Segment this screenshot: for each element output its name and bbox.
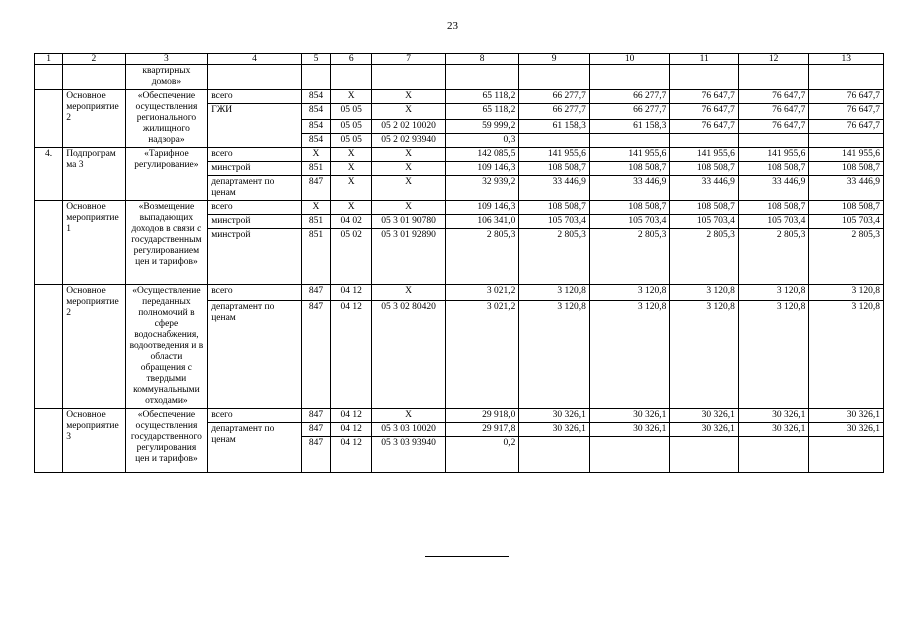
value-cell: 3 120,8 bbox=[589, 301, 670, 409]
csr-cell: Х bbox=[372, 201, 446, 215]
value-cell: 3 021,2 bbox=[445, 285, 519, 301]
grbs-cell: 847 bbox=[301, 423, 330, 437]
rzpr-cell: 04 12 bbox=[331, 409, 372, 423]
value-cell: 30 326,1 bbox=[809, 423, 884, 437]
csr-cell: Х bbox=[372, 148, 446, 162]
value-cell: 3 120,8 bbox=[738, 285, 808, 301]
value-cell: 76 647,7 bbox=[738, 104, 808, 120]
executor-cell: всего bbox=[208, 201, 302, 215]
executor-cell: ГЖИ bbox=[208, 104, 302, 148]
value-cell: 61 158,3 bbox=[519, 120, 589, 134]
value-cell: 142 085,5 bbox=[445, 148, 519, 162]
description-cell: «Осуществление переданных полномочий в сфере водоснабжения, водоотведения и в области обращения с твердыми коммунальными отходами» bbox=[125, 285, 208, 409]
grbs-cell: 851 bbox=[301, 162, 330, 176]
value-cell: 0,3 bbox=[445, 134, 519, 148]
value-cell: 105 703,4 bbox=[809, 215, 884, 229]
value-cell: 105 703,4 bbox=[519, 215, 589, 229]
value-cell: 3 021,2 bbox=[445, 301, 519, 409]
value-cell: 59 999,2 bbox=[445, 120, 519, 134]
value-cell: 30 326,1 bbox=[589, 423, 670, 437]
value-cell: 76 647,7 bbox=[809, 90, 884, 104]
executor-cell: департамент по ценам bbox=[208, 423, 302, 473]
page-number: 23 bbox=[447, 20, 458, 32]
value-cell: 108 508,7 bbox=[589, 201, 670, 215]
csr-cell: 05 2 02 10020 bbox=[372, 120, 446, 134]
csr-cell: 05 3 02 80420 bbox=[372, 301, 446, 409]
csr-cell: 05 3 01 92890 bbox=[372, 229, 446, 285]
value-cell bbox=[809, 65, 884, 90]
rzpr-cell bbox=[331, 65, 372, 90]
value-cell: 33 446,9 bbox=[519, 176, 589, 201]
value-cell: 109 146,3 bbox=[445, 162, 519, 176]
value-cell: 108 508,7 bbox=[670, 201, 738, 215]
value-cell: 30 326,1 bbox=[738, 423, 808, 437]
rzpr-cell: Х bbox=[331, 148, 372, 162]
value-cell bbox=[589, 437, 670, 473]
column-header: 12 bbox=[738, 54, 808, 65]
value-cell bbox=[589, 65, 670, 90]
column-header: 2 bbox=[63, 54, 125, 65]
program-cell: Основное мероприятие 1 bbox=[63, 201, 125, 285]
value-cell: 108 508,7 bbox=[670, 162, 738, 176]
value-cell: 105 703,4 bbox=[589, 215, 670, 229]
value-cell: 3 120,8 bbox=[519, 285, 589, 301]
rzpr-cell: 05 02 bbox=[331, 229, 372, 285]
grbs-cell: 847 bbox=[301, 409, 330, 423]
column-header: 8 bbox=[445, 54, 519, 65]
csr-cell: Х bbox=[372, 285, 446, 301]
value-cell: 32 939,2 bbox=[445, 176, 519, 201]
value-cell: 2 805,3 bbox=[809, 229, 884, 285]
csr-cell: Х bbox=[372, 162, 446, 176]
rzpr-cell: 05 05 bbox=[331, 120, 372, 134]
rzpr-cell: 04 12 bbox=[331, 437, 372, 473]
value-cell: 109 146,3 bbox=[445, 201, 519, 215]
value-cell: 105 703,4 bbox=[670, 215, 738, 229]
item-number-cell bbox=[35, 90, 63, 148]
column-header: 7 bbox=[372, 54, 446, 65]
executor-cell: всего bbox=[208, 148, 302, 162]
value-cell: 3 120,8 bbox=[670, 285, 738, 301]
value-cell: 76 647,7 bbox=[670, 90, 738, 104]
rzpr-cell: Х bbox=[331, 201, 372, 215]
csr-cell: 05 3 03 10020 bbox=[372, 423, 446, 437]
grbs-cell: 847 bbox=[301, 176, 330, 201]
value-cell: 30 326,1 bbox=[589, 409, 670, 423]
column-header: 13 bbox=[809, 54, 884, 65]
csr-cell: Х bbox=[372, 90, 446, 104]
value-cell: 65 118,2 bbox=[445, 90, 519, 104]
value-cell: 30 326,1 bbox=[519, 409, 589, 423]
rzpr-cell: 05 05 bbox=[331, 134, 372, 148]
value-cell: 108 508,7 bbox=[519, 201, 589, 215]
value-cell: 76 647,7 bbox=[809, 120, 884, 134]
executor-cell: департамент по ценам bbox=[208, 176, 302, 201]
table-row bbox=[35, 409, 884, 423]
value-cell: 76 647,7 bbox=[738, 90, 808, 104]
rzpr-cell: Х bbox=[331, 162, 372, 176]
value-cell: 3 120,8 bbox=[809, 285, 884, 301]
value-cell: 141 955,6 bbox=[738, 148, 808, 162]
value-cell: 33 446,9 bbox=[809, 176, 884, 201]
executor-cell bbox=[208, 65, 302, 90]
value-cell bbox=[445, 65, 519, 90]
description-cell: «Тарифное регулирование» bbox=[125, 148, 208, 201]
value-cell: 106 341,0 bbox=[445, 215, 519, 229]
executor-cell: минстрой bbox=[208, 162, 302, 176]
item-number-cell bbox=[35, 201, 63, 285]
executor-cell: всего bbox=[208, 285, 302, 301]
rzpr-cell: 04 12 bbox=[331, 301, 372, 409]
value-cell: 2 805,3 bbox=[519, 229, 589, 285]
value-cell bbox=[738, 134, 808, 148]
table-row bbox=[35, 285, 884, 301]
value-cell: 33 446,9 bbox=[670, 176, 738, 201]
value-cell: 3 120,8 bbox=[589, 285, 670, 301]
value-cell bbox=[519, 134, 589, 148]
value-cell: 2 805,3 bbox=[670, 229, 738, 285]
rzpr-cell: Х bbox=[331, 176, 372, 201]
value-cell: 76 647,7 bbox=[809, 104, 884, 120]
value-cell: 141 955,6 bbox=[589, 148, 670, 162]
value-cell: 3 120,8 bbox=[519, 301, 589, 409]
value-cell: 108 508,7 bbox=[738, 162, 808, 176]
value-cell: 33 446,9 bbox=[738, 176, 808, 201]
value-cell: 76 647,7 bbox=[738, 120, 808, 134]
column-header: 4 bbox=[208, 54, 302, 65]
value-cell: 33 446,9 bbox=[589, 176, 670, 201]
value-cell: 108 508,7 bbox=[519, 162, 589, 176]
grbs-cell: 854 bbox=[301, 104, 330, 120]
program-cell: Основное мероприятие 3 bbox=[63, 409, 125, 473]
description-cell: «Обеспечение осуществления регионального жилищного надзора» bbox=[125, 90, 208, 148]
value-cell bbox=[519, 65, 589, 90]
value-cell: 30 326,1 bbox=[670, 423, 738, 437]
grbs-cell: 847 bbox=[301, 301, 330, 409]
value-cell: 108 508,7 bbox=[809, 162, 884, 176]
value-cell: 76 647,7 bbox=[670, 104, 738, 120]
rzpr-cell: 04 12 bbox=[331, 423, 372, 437]
column-header: 1 bbox=[35, 54, 63, 65]
value-cell: 2 805,3 bbox=[738, 229, 808, 285]
program-cell: Основное мероприятие 2 bbox=[63, 285, 125, 409]
column-header: 5 bbox=[301, 54, 330, 65]
value-cell: 66 277,7 bbox=[589, 90, 670, 104]
rzpr-cell: 04 02 bbox=[331, 215, 372, 229]
column-header: 10 bbox=[589, 54, 670, 65]
program-cell bbox=[63, 65, 125, 90]
csr-cell: 05 3 03 93940 bbox=[372, 437, 446, 473]
program-cell: Основное мероприятие 2 bbox=[63, 90, 125, 148]
value-cell: 3 120,8 bbox=[670, 301, 738, 409]
column-header: 3 bbox=[125, 54, 208, 65]
item-number-cell bbox=[35, 409, 63, 473]
item-number-cell: 4. bbox=[35, 148, 63, 201]
grbs-cell: Х bbox=[301, 201, 330, 215]
column-header: 9 bbox=[519, 54, 589, 65]
grbs-cell: 851 bbox=[301, 215, 330, 229]
value-cell: 30 326,1 bbox=[519, 423, 589, 437]
value-cell: 0,2 bbox=[445, 437, 519, 473]
value-cell: 66 277,7 bbox=[589, 104, 670, 120]
value-cell bbox=[809, 437, 884, 473]
value-cell: 108 508,7 bbox=[809, 201, 884, 215]
csr-cell: 05 3 01 90780 bbox=[372, 215, 446, 229]
csr-cell: 05 2 02 93940 bbox=[372, 134, 446, 148]
grbs-cell: 854 bbox=[301, 90, 330, 104]
grbs-cell: 847 bbox=[301, 285, 330, 301]
value-cell: 3 120,8 bbox=[738, 301, 808, 409]
description-cell: «Возмещение выпадающих доходов в связи с государственным регулированием цен и тарифов» bbox=[125, 201, 208, 285]
footer-divider bbox=[425, 556, 509, 557]
grbs-cell: 854 bbox=[301, 134, 330, 148]
executor-cell: всего bbox=[208, 409, 302, 423]
rzpr-cell: 05 05 bbox=[331, 104, 372, 120]
value-cell: 66 277,7 bbox=[519, 90, 589, 104]
csr-cell: Х bbox=[372, 104, 446, 120]
description-cell: «Обеспечение осуществления государственного регулирования цен и тарифов» bbox=[125, 409, 208, 473]
value-cell bbox=[670, 65, 738, 90]
executor-cell: всего bbox=[208, 90, 302, 104]
value-cell: 66 277,7 bbox=[519, 104, 589, 120]
csr-cell bbox=[372, 65, 446, 90]
value-cell: 2 805,3 bbox=[445, 229, 519, 285]
value-cell: 141 955,6 bbox=[670, 148, 738, 162]
value-cell bbox=[670, 437, 738, 473]
grbs-cell: 851 bbox=[301, 229, 330, 285]
value-cell: 61 158,3 bbox=[589, 120, 670, 134]
value-cell bbox=[809, 134, 884, 148]
program-cell: Подпрограмма 3 bbox=[63, 148, 125, 201]
column-header: 6 bbox=[331, 54, 372, 65]
grbs-cell: 854 bbox=[301, 120, 330, 134]
item-number-cell bbox=[35, 65, 63, 90]
value-cell: 30 326,1 bbox=[809, 409, 884, 423]
grbs-cell: Х bbox=[301, 148, 330, 162]
value-cell: 30 326,1 bbox=[738, 409, 808, 423]
value-cell: 76 647,7 bbox=[670, 120, 738, 134]
value-cell bbox=[738, 437, 808, 473]
value-cell: 30 326,1 bbox=[670, 409, 738, 423]
executor-cell: департамент по ценам bbox=[208, 301, 302, 409]
item-number-cell bbox=[35, 285, 63, 409]
value-cell: 29 918,0 bbox=[445, 409, 519, 423]
value-cell: 29 917,8 bbox=[445, 423, 519, 437]
value-cell: 105 703,4 bbox=[738, 215, 808, 229]
value-cell: 108 508,7 bbox=[738, 201, 808, 215]
value-cell: 141 955,6 bbox=[809, 148, 884, 162]
value-cell: 108 508,7 bbox=[589, 162, 670, 176]
value-cell: 65 118,2 bbox=[445, 104, 519, 120]
budget-table bbox=[34, 53, 884, 473]
csr-cell: Х bbox=[372, 409, 446, 423]
value-cell: 141 955,6 bbox=[519, 148, 589, 162]
value-cell bbox=[519, 437, 589, 473]
rzpr-cell: 04 12 bbox=[331, 285, 372, 301]
value-cell: 2 805,3 bbox=[589, 229, 670, 285]
grbs-cell bbox=[301, 65, 330, 90]
table-row bbox=[35, 201, 884, 215]
value-cell bbox=[670, 134, 738, 148]
rzpr-cell: Х bbox=[331, 90, 372, 104]
table-row bbox=[35, 65, 884, 90]
header-row bbox=[35, 54, 884, 65]
table-row bbox=[35, 90, 884, 104]
table-row bbox=[35, 148, 884, 162]
value-cell bbox=[589, 134, 670, 148]
grbs-cell: 847 bbox=[301, 437, 330, 473]
executor-cell: минстрой bbox=[208, 229, 302, 285]
executor-cell: минстрой bbox=[208, 215, 302, 229]
value-cell bbox=[738, 65, 808, 90]
column-header: 11 bbox=[670, 54, 738, 65]
description-cell: квартирных домов» bbox=[125, 65, 208, 90]
csr-cell: Х bbox=[372, 176, 446, 201]
value-cell: 3 120,8 bbox=[809, 301, 884, 409]
